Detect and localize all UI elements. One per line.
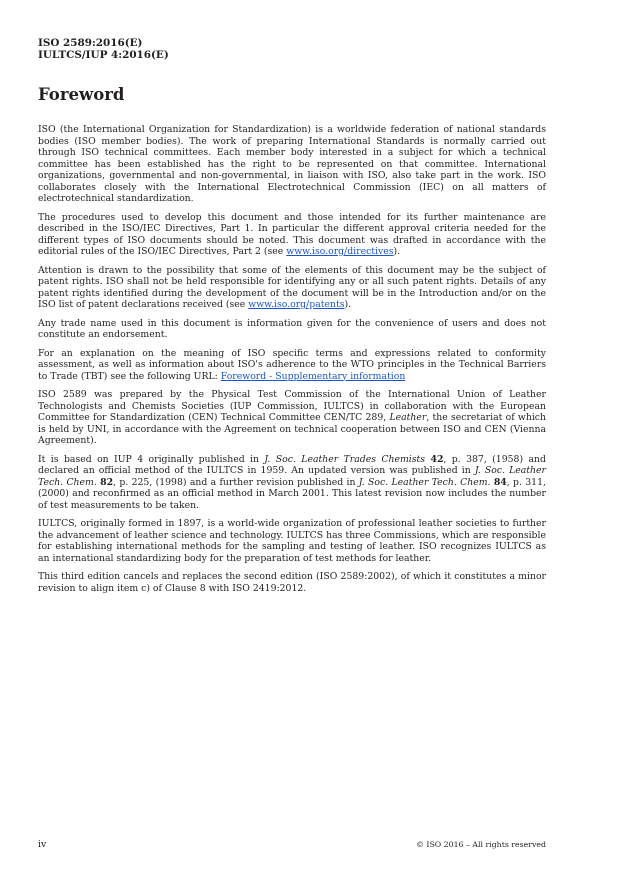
- paragraph-trade-name: Any trade name used in this document is information given for the convenience of users and does not constitute an endorsement.: [38, 317, 546, 340]
- paragraph-patents: Attention is drawn to the possibility that some of the elements of this document may be the subject of patent rights. ISO shall not be held responsible for identifying any or all such patent rights. Details of any patent rights identified during the development of the document will be in the Introduction and/or on the ISO list of patent declarations received (see www.iso.org/patents).: [38, 264, 546, 310]
- paragraph-conformity: For an explanation on the meaning of ISO specific terms and expressions related to conformity assessment, as well as information about ISO's adherence to the WTO principles in the Technical Barriers to Trade (TBT) see the following URL: Foreword - Supplementary information: [38, 347, 546, 382]
- paragraph-prepared-by: ISO 2589 was prepared by the Physical Test Commission of the International Union of Leather Technologists and Chemists Societies (IUP Commission, IULTCS) in collaboration with the European Committee for Standardization (CEN) Technical Committee CEN/TC 289, Leather, the secretariat of which is held by UNI, in accordance with the Agreement on technical cooperation between ISO and CEN (Vienna Agreement).: [38, 389, 546, 446]
- paragraph-iultcs: IULTCS, originally formed in 1897, is a world-wide organization of professional leather societies to further the advancement of leather science and technology. IULTCS has three Commissions, which are responsible for establishing international methods for the sampling and testing of leather. ISO recognizes IULTCS as an international standardizing body for the preparation of test methods for leather.: [38, 518, 546, 564]
- paragraph-edition: This third edition cancels and replaces the second edition (ISO 2589:2002), of which it constitutes a minor revision to align item c) of Clause 8 with ISO 2419:2012.: [38, 571, 546, 594]
- page-title: Foreword: [38, 85, 125, 104]
- standard-number: ISO 2589:2016(E): [38, 37, 143, 49]
- paragraph-procedures: The procedures used to develop this document and those intended for its further maintenance are described in the ISO/IEC Directives, Part 1. In particular the different approval criteria needed for the different types of ISO documents should be noted. This document was drafted in accordance with the editorial rules of the ISO/IEC Directives, Part 2 (see www.iso.org/directives).: [38, 211, 546, 257]
- paragraph-history: It is based on IUP 4 originally published in J. Soc. Leather Trades Chemists 42, p. 387, (1958) and declared an official method of the IULTCS in 1959. An updated version was published in J. Soc. Leather Tech. Chem. 82, p. 225, (1998) and a further revision published in J. Soc. Leather Tech. Chem. 84, p. 311, (2000) and reconfirmed as an official method in March 2001. This latest revision now includes the number of test measurements to be taken.: [38, 453, 546, 511]
- copyright-notice: © ISO 2016 – All rights reserved: [416, 840, 546, 849]
- supplementary-info-link[interactable]: Foreword - Supplementary information: [220, 370, 406, 382]
- foreword-body: [38, 124, 546, 601]
- paragraph-iso-intro: ISO (the International Organization for Standardization) is a worldwide federation of national standards bodies (ISO member bodies). The work of preparing International Standards is normally carried out through ISO technical committees. Each member body interested in a subject for which a technical committee has been established has the right to be represented on that committee. International organizations, governmental and non-governmental, in liaison with ISO, also take part in the work. ISO collaborates closely with the International Electrotechnical Commission (IEC) on all matters of electrotechnical standardization.: [38, 124, 546, 204]
- directives-link[interactable]: www.iso.org/directives: [286, 246, 394, 257]
- patents-link[interactable]: www.iso.org/patents: [248, 299, 345, 310]
- page-number: iv: [38, 839, 47, 850]
- document-header: [38, 37, 169, 61]
- iultcs-number: IULTCS/IUP 4:2016(E): [38, 49, 169, 61]
